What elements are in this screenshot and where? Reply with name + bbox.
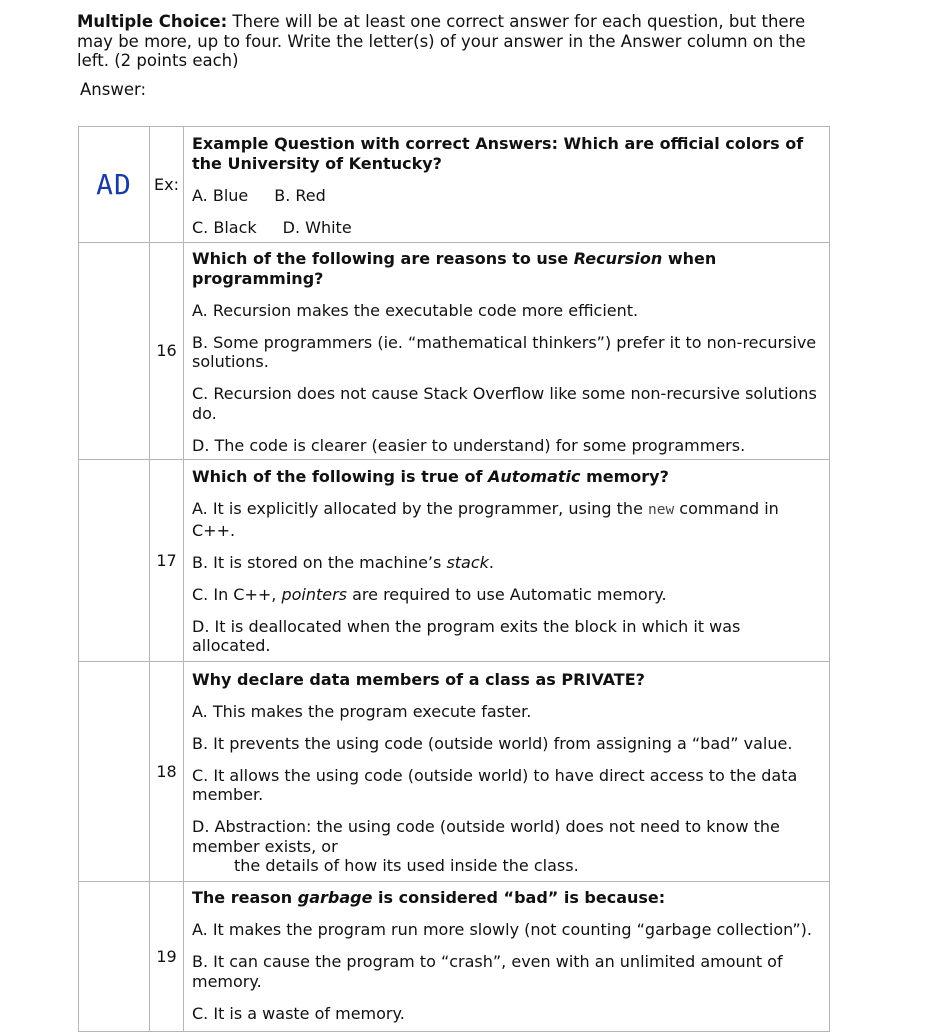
option-a: A. This makes the program execute faster. xyxy=(192,701,532,721)
option-text: are required to use Automatic memory. xyxy=(347,584,667,604)
question-number-17: 17 xyxy=(150,460,184,662)
option-b xyxy=(192,553,821,573)
option-d: D. White xyxy=(282,217,352,237)
option-text: C. In C++, xyxy=(192,584,282,604)
option-text: command in C++. xyxy=(192,499,779,540)
option-c: C. It is a waste of memory. xyxy=(192,1003,405,1023)
question-text-part: is considered “bad” is because: xyxy=(372,888,666,907)
question-text-emphasis: garbage xyxy=(297,888,373,907)
example-row xyxy=(79,127,830,243)
instructions xyxy=(77,12,827,71)
answer-cell-example[interactable] xyxy=(79,127,150,243)
answer-cell-19[interactable] xyxy=(79,882,150,1032)
question-text-part: Which of the following is true of xyxy=(192,467,488,487)
option-d: D. The code is clearer (easier to understand) for some programmers. xyxy=(192,435,746,455)
question-text: Why declare data members of a class as PRIVATE? xyxy=(192,669,645,689)
answer-column-header: Answer: xyxy=(80,80,147,99)
option-b: B. Some programmers (ie. “mathematical thinkers”) prefer it to non-recursive solutions. xyxy=(192,332,817,371)
question-body-16 xyxy=(184,243,830,460)
option-a: A. Recursion makes the executable code more efficient. xyxy=(192,300,639,320)
option-c: C. It allows the using code (outside world) to have direct access to the data member. xyxy=(192,765,798,804)
question-number-example: Ex: xyxy=(150,127,184,243)
question-number-16: 16 xyxy=(150,243,184,460)
option-text: D. Abstraction: the using code (outside world) does not need to know the member exists, or xyxy=(192,817,780,856)
question-text xyxy=(192,888,821,908)
question-text-part: The reason xyxy=(192,888,298,907)
answer-cell-18[interactable] xyxy=(79,662,150,882)
question-row-17 xyxy=(79,460,830,662)
option-c: C. Black xyxy=(192,217,257,237)
question-text-part: Which of the following are reasons to use xyxy=(192,249,574,268)
option-c xyxy=(192,585,821,605)
code-keyword: new xyxy=(648,502,675,519)
question-row-18 xyxy=(79,662,830,882)
handwritten-answer: AD xyxy=(96,167,132,201)
question-row-16 xyxy=(79,243,830,460)
instructions-text: There will be at least one correct answer for each question, but there may be more, up to four. Write the letter(s) of your answer in the Answer column on the left. (2 points each) xyxy=(77,12,806,70)
question-row-19 xyxy=(79,882,830,1032)
question-body-19 xyxy=(184,882,830,1032)
question-body-example xyxy=(184,127,830,243)
option-d: D. It is deallocated when the program exits the block in which it was allocated. xyxy=(192,616,741,656)
question-text-emphasis: Automatic xyxy=(488,467,581,487)
option-d-continuation: the details of how its used inside the class. xyxy=(234,856,579,875)
option-text: . xyxy=(488,552,495,572)
instructions-label: Multiple Choice: xyxy=(77,12,228,31)
question-text-part: memory? xyxy=(580,467,669,487)
option-emphasis: stack xyxy=(446,552,489,572)
answer-cell-16[interactable] xyxy=(79,243,150,460)
option-text: A. It is explicitly allocated by the programmer, using the xyxy=(192,499,648,519)
question-text xyxy=(192,467,821,487)
question-number-18: 18 xyxy=(150,662,184,882)
option-d xyxy=(192,817,821,876)
option-a: A. It makes the program run more slowly (not counting “garbage collection”). xyxy=(192,920,813,939)
answer-cell-17[interactable] xyxy=(79,460,150,662)
option-text: B. It is stored on the machine’s xyxy=(192,552,447,572)
question-text: Example Question with correct Answers: Which are official colors of the University of Kentucky? xyxy=(192,134,804,173)
question-body-18 xyxy=(184,662,830,882)
option-b: B. It prevents the using code (outside world) from assigning a “bad” value. xyxy=(192,733,793,753)
option-emphasis: pointers xyxy=(281,584,348,604)
option-a xyxy=(192,499,821,540)
question-body-17 xyxy=(184,460,830,662)
options-cd xyxy=(192,218,821,238)
question-text-emphasis: Recursion xyxy=(573,249,663,268)
question-number-19: 19 xyxy=(150,882,184,1032)
option-b: B. It can cause the program to “crash”, even with an unlimited amount of memory. xyxy=(192,952,783,991)
question-text-part: when programming? xyxy=(192,249,717,288)
questions-table xyxy=(78,126,830,1032)
option-b: B. Red xyxy=(274,185,326,205)
question-text xyxy=(192,249,821,288)
option-c: C. Recursion does not cause Stack Overflow like some non-recursive solutions do. xyxy=(192,384,817,423)
option-a: A. Blue xyxy=(192,185,249,205)
options-ab xyxy=(192,186,821,206)
